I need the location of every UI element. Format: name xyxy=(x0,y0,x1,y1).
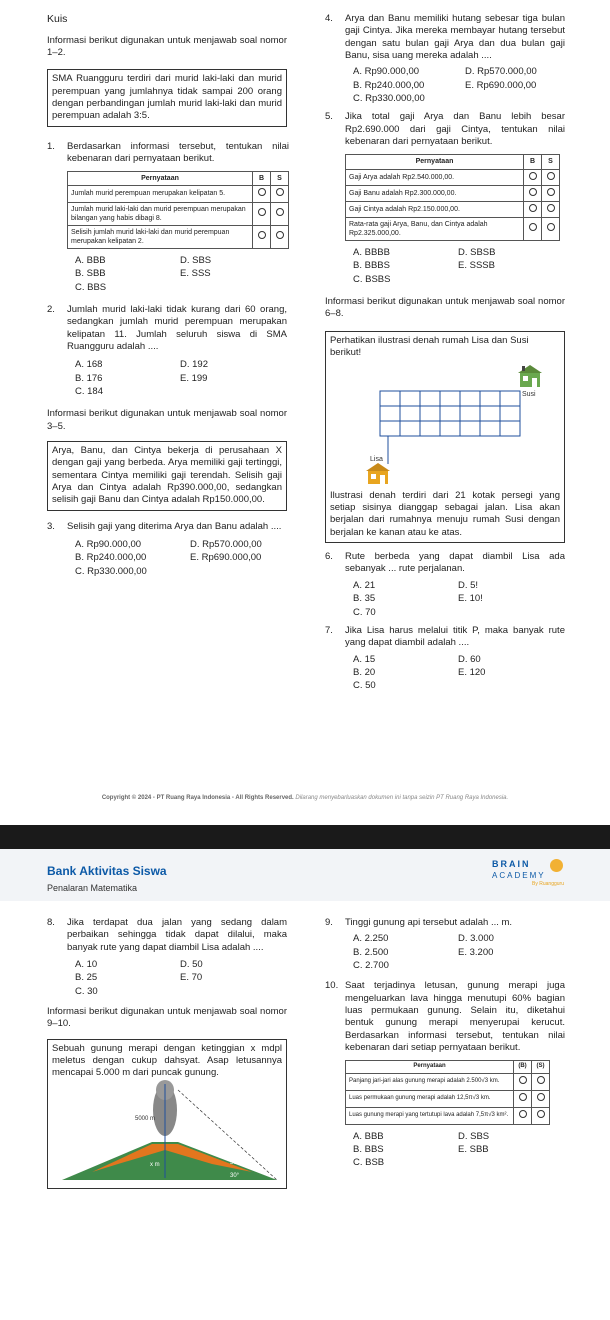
question-7: 7. Jika Lisa harus melalui titik P, maka banyak rute yang dapat diambil adalah .... xyxy=(325,624,565,649)
option[interactable]: E. 3.200 xyxy=(458,946,494,958)
question-1: 1. Berdasarkan informasi tersebut, tentukan nilai kebenaran dari pernyataan berikut. Pernyataan B S Jumlah murid perempuan merupakan kelipatan 5. Jumlah murid laki-laki dan murid perempuan merupakan bilangan yang habis dibagi 8. Selisih jumlah murid laki-laki dan murid perempuan merupakan kelipatan 2. xyxy=(47,141,287,255)
page-separator xyxy=(0,825,610,849)
option[interactable]: D. Rp570.000,00 xyxy=(190,539,262,551)
table-row: Gaji Banu adalah Rp2.300.000,00. xyxy=(346,185,524,201)
question-4: 4. Arya dan Banu memiliki hutang sebesar tiga bulan gaji Cintya. Jika mereka membayar hutang tersebut dengan satu bulan gaji Arya dan dua bulan gaji Banu, sisa uang mereka adalah .... xyxy=(325,13,565,62)
option[interactable]: C. BBS xyxy=(75,281,107,293)
table-row: Jumlah murid laki-laki dan murid perempuan merupakan bilangan yang habis dibagi 8. xyxy=(68,202,253,225)
option[interactable]: A. BBB xyxy=(75,254,106,266)
option[interactable]: B. 25 xyxy=(75,972,98,984)
question-5-table: Pernyataan B S Gaji Arya adalah Rp2.540.000,00. Gaji Banu adalah Rp2.300.000,00. Gaji Cintya adalah Rp2.150.000,00. Rata-rata gaji Arya, Banu, dan Cintya adalah Rp2.325.000,00. xyxy=(345,154,560,241)
susi-house-icon xyxy=(518,365,542,387)
radio-b[interactable] xyxy=(529,223,537,231)
question-3-options xyxy=(75,539,287,578)
info-6-8: Informasi berikut digunakan untuk menjawab soal nomor 6–8. xyxy=(325,296,565,320)
question-9-options xyxy=(353,933,565,972)
question-3-text: Selisih gaji yang diterima Arya dan Banu adalah .... xyxy=(67,520,282,532)
info-9-10: Informasi berikut digunakan untuk menjawab soal nomor 9–10. xyxy=(47,1006,287,1030)
question-5-text: Jika total gaji Arya dan Banu lebih besar Rp2.690.000 dari gaji Cintya, tentukan nilai kebenaran dari pernyataan berikut. xyxy=(345,111,565,148)
question-5-options xyxy=(353,247,565,286)
page-title: Bank Aktivitas Siswa xyxy=(47,864,167,878)
question-10-table: Pernyataan (B) (S) Panjang jari-jari alas gunung merapi adalah 2.500√3 km. Luas permukaan gunung merapi adalah 12,5π√3 km. Luas gunung merapi yang tertutupi lava adalah 7,5π√3 km². xyxy=(345,1060,550,1124)
radio-b[interactable] xyxy=(519,1093,527,1101)
option[interactable]: B. 20 xyxy=(353,666,376,678)
page-subtitle: Penalaran Matematika xyxy=(47,883,138,893)
option[interactable]: D. Rp570.000,00 xyxy=(465,66,537,78)
question-1-table: Pernyataan B S Jumlah murid perempuan merupakan kelipatan 5. Jumlah murid laki-laki dan murid perempuan merupakan bilangan yang habis dibagi 8. Selisih jumlah murid laki-laki dan murid perempuan merupakan kelipatan 2. xyxy=(67,171,289,249)
option[interactable]: A. 2.250 xyxy=(353,933,389,945)
table-row: Luas permukaan gunung merapi adalah 12,5π√3 km. xyxy=(346,1091,514,1108)
radio-s[interactable] xyxy=(276,208,284,216)
option[interactable]: E. Rp690.000,00 xyxy=(190,552,262,564)
radio-s[interactable] xyxy=(276,188,284,196)
table-row: Luas gunung merapi yang tertutupi lava adalah 7,5π√3 km². xyxy=(346,1107,514,1124)
page-header xyxy=(0,849,610,901)
option[interactable]: A. 168 xyxy=(75,359,103,371)
radio-b[interactable] xyxy=(519,1110,527,1118)
info-1-2: Informasi berikut digunakan untuk menjawab soal nomor 1–2. xyxy=(47,34,287,58)
option[interactable]: E. 70 xyxy=(180,972,203,984)
option[interactable]: D. SBSB xyxy=(458,247,496,258)
svg-text:30°: 30° xyxy=(230,1159,240,1166)
option[interactable]: B. 2.500 xyxy=(353,946,389,958)
info-box-3 xyxy=(325,331,565,543)
option[interactable]: D. 3.000 xyxy=(458,933,494,945)
question-2: 2. Jumlah murid laki-laki tidak kurang dari 60 orang, sedangkan jumlah murid perempuan merupakan kelipatan 11. Jumlah seluruh siswa di SMA Ruangguru adalah .... xyxy=(47,303,287,353)
option[interactable]: B. BBBS xyxy=(353,260,390,272)
option[interactable]: E. Rp690.000,00 xyxy=(465,79,537,91)
option[interactable]: A. Rp90.000,00 xyxy=(75,539,142,551)
question-1-text: Berdasarkan informasi tersebut, tentukan nilai kebenaran dari pernyataan berikut. xyxy=(67,140,289,165)
table-row: Panjang jari-jari alas gunung merapi adalah 2.500√3 km. xyxy=(346,1074,514,1091)
radio-b[interactable] xyxy=(519,1076,527,1084)
option[interactable]: B. 35 xyxy=(353,593,376,605)
option[interactable]: D. 5! xyxy=(458,579,479,591)
option[interactable]: A. BBBB xyxy=(353,247,390,258)
question-6: 6. Rute berbeda yang dapat diambil Lisa ada sebanyak ... rute perjalanan. xyxy=(325,551,565,575)
question-5: 5. Jika total gaji Arya dan Banu lebih besar Rp2.690.000 dari gaji Cintya, tentukan nilai kebenaran dari pernyataan berikut. Pernyataan B S Gaji Arya adalah Rp2.540.000,00. Gaji Banu adalah Rp2.300.000,00. Gaji Cintya adalah Rp2.150.000,00. Rata-rata gaji Arya, Banu, dan Cintya adalah Rp2.325.000,00. xyxy=(325,111,565,247)
question-7-options xyxy=(353,654,565,693)
option[interactable]: D. SBS xyxy=(180,254,212,266)
question-2-options xyxy=(75,359,287,398)
radio-b[interactable] xyxy=(258,231,266,239)
option[interactable]: A. Rp90.000,00 xyxy=(353,66,420,78)
question-10-options xyxy=(353,1131,565,1170)
lightbulb-icon xyxy=(550,859,563,872)
option[interactable]: C. 50 xyxy=(353,680,376,692)
copyright-footer: Copyright © 2024 - PT Ruang Raya Indonesia - All Rights Reserved. Dilarang menyebarluaskan dokumen ini tanpa seizin PT Ruang Raya Indonesia. xyxy=(101,795,509,801)
option[interactable]: E. SSS xyxy=(180,268,211,280)
option[interactable]: C. BSB xyxy=(353,1157,385,1169)
lisa-house-icon xyxy=(366,463,390,484)
quiz-page-2 xyxy=(0,849,610,1320)
info-box-2: Arya, Banu, dan Cintya bekerja di perusahaan X dengan gaji yang berbeda. Arya memiliki gaji tertinggi, sementara Cintya memiliki gaji terendah. Selisih gaji Arya dan Cintya adalah Rp390.000,00, sedangkan selisih gaji Banu dan Cintya adalah Rp150.000,00. xyxy=(47,441,287,511)
grid-lines xyxy=(380,391,520,436)
option[interactable]: C. BSBS xyxy=(353,273,391,285)
option[interactable]: D. 192 xyxy=(180,359,208,371)
question-8: 8. Jika terdapat dua jalan yang sedang dalam perbaikan sehingga tidak dapat dilalui, maka banyak rute yang dapat diambil Lisa adalah .... xyxy=(47,917,287,953)
option[interactable]: A. 10 xyxy=(75,959,98,971)
radio-b[interactable] xyxy=(529,204,537,212)
option[interactable]: D. 50 xyxy=(180,959,203,971)
map-title: Perhatikan ilustrasi denah rumah Lisa dan Susi berikut! xyxy=(330,334,529,359)
option[interactable]: C. Rp330.000,00 xyxy=(75,565,147,577)
radio-s[interactable] xyxy=(537,1110,545,1118)
volcano-illustration xyxy=(52,1080,282,1180)
question-6-text: Rute berbeda yang dapat diambil Lisa ada sebanyak ... rute perjalanan. xyxy=(345,551,565,575)
radio-s[interactable] xyxy=(537,1076,545,1084)
option[interactable]: B. Rp240.000,00 xyxy=(353,79,425,91)
question-8-options xyxy=(75,959,287,998)
option[interactable]: E. SBB xyxy=(458,1143,489,1155)
option[interactable]: C. 2.700 xyxy=(353,960,389,972)
option[interactable]: B. Rp240.000,00 xyxy=(75,552,147,564)
question-4-options xyxy=(353,66,565,105)
right-column xyxy=(325,13,565,693)
map-caption: Ilustrasi denah terdiri dari 21 kotak persegi yang setiap sisinya dianggap sebagai jalan. Lisa akan berjalan dari rumahnya menuju rumah Susi dengan berjalan ke kanan atau ke atas. xyxy=(330,489,560,538)
option[interactable]: E. 10! xyxy=(458,593,483,605)
option[interactable]: D. 60 xyxy=(458,653,481,665)
section-heading: Kuis xyxy=(47,13,68,25)
question-1-options xyxy=(75,255,287,294)
option[interactable]: C. 70 xyxy=(353,606,376,618)
option[interactable]: B. BBS xyxy=(353,1143,384,1155)
option[interactable]: D. SBS xyxy=(458,1130,490,1142)
question-3: 3. Selisih gaji yang diterima Arya dan Banu adalah .... xyxy=(47,521,287,533)
radio-b[interactable] xyxy=(529,188,537,196)
option[interactable]: A. 15 xyxy=(353,653,376,665)
option[interactable]: E. SSSB xyxy=(458,260,495,272)
radio-s[interactable] xyxy=(547,204,555,212)
option[interactable]: E. 120 xyxy=(458,666,486,678)
svg-text:30°: 30° xyxy=(230,1172,240,1179)
info-box-1: SMA Ruangguru terdiri dari murid laki-laki dan murid perempuan yang jumlahnya tidak sampai 200 orang dengan perbandingan jumlah murid laki-laki dan murid perempuan adalah 3:5. xyxy=(47,69,287,126)
option[interactable]: B. SBB xyxy=(75,268,106,280)
radio-s[interactable] xyxy=(547,172,555,180)
question-8-text: Jika terdapat dua jalan yang sedang dalam perbaikan sehingga tidak dapat dilalui, maka banyak rute yang dapat diambil Lisa adalah .... xyxy=(67,917,287,953)
svg-text:5000 m: 5000 m xyxy=(135,1115,156,1122)
table-row: Gaji Arya adalah Rp2.540.000,00. xyxy=(346,169,524,185)
radio-b[interactable] xyxy=(258,208,266,216)
radio-s[interactable] xyxy=(537,1093,545,1101)
info-3-5: Informasi berikut digunakan untuk menjawab soal nomor 3–5. xyxy=(47,408,287,432)
option[interactable]: B. 176 xyxy=(75,372,103,384)
option[interactable]: A. BBB xyxy=(353,1130,384,1142)
susi-label: Susi xyxy=(522,391,536,399)
radio-s[interactable] xyxy=(547,223,555,231)
brand-logo: BRAIN ACADEMY By Ruangguru xyxy=(492,859,564,888)
table-row: Selisih jumlah murid laki-laki dan murid perempuan merupakan kelipatan 2. xyxy=(68,225,253,248)
route-map xyxy=(330,361,560,485)
option[interactable]: C. 184 xyxy=(75,386,103,398)
lisa-label: Lisa xyxy=(370,456,383,464)
svg-text:x m: x m xyxy=(150,1161,160,1168)
left-column-2 xyxy=(47,917,287,1189)
question-9: 9. Tinggi gunung api tersebut adalah ... m. xyxy=(325,917,565,929)
question-6-options xyxy=(353,580,565,619)
radio-b[interactable] xyxy=(529,172,537,180)
right-column-2 xyxy=(325,917,565,1170)
radio-s[interactable] xyxy=(547,188,555,196)
radio-b[interactable] xyxy=(258,188,266,196)
option[interactable]: E. 199 xyxy=(180,372,208,384)
table-row: Rata-rata gaji Arya, Banu, dan Cintya adalah Rp2.325.000,00. xyxy=(346,217,524,240)
table-row: Jumlah murid perempuan merupakan kelipatan 5. xyxy=(68,186,253,202)
table-row: Gaji Cintya adalah Rp2.150.000,00. xyxy=(346,201,524,217)
option[interactable]: A. 21 xyxy=(353,579,376,591)
left-column xyxy=(47,13,287,578)
question-10: 10. Saat terjadinya letusan, gunung merapi juga mengeluarkan lava hingga menutupi 60% bagian luas permukaan gunung. Selain itu, diketahui bentuk gunung merapi menyerupai kerucut. Berdasarkan informasi tersebut, tentukan nilai kebenaran dari setiap pernyataan berikut. Pernyataan (B) (S) Panjang jari-jari alas gunung merapi adalah 2.500√3 km. Luas permukaan gunung merapi adalah 12,5π√3 km. Luas gunung merapi yang tertutupi lava adalah 7,5π√3 km². xyxy=(325,980,565,1130)
info-box-4: Sebuah gunung merapi dengan ketinggian x mdpl meletus dengan cukup dahsyat. Asap letusannya mencapai 5.000 m dari puncak gunung. 5000 m x m 30° 30° xyxy=(47,1039,287,1189)
question-10-text: Saat terjadinya letusan, gunung merapi juga mengeluarkan lava hingga menutupi 60% bagian luas permukaan gunung. Selain itu, diketahui bentuk gunung merapi menyerupai kerucut. Berdasarkan informasi tersebut, tentukan nilai kebenaran dari setiap pernyataan berikut. xyxy=(345,980,565,1054)
question-2-text: Jumlah murid laki-laki tidak kurang dari 60 orang, sedangkan jumlah murid perempuan merupakan kelipatan 11. Jumlah seluruh siswa di SMA Ruangguru adalah .... xyxy=(67,303,287,353)
option[interactable]: C. 30 xyxy=(75,985,98,997)
question-4-text: Arya dan Banu memiliki hutang sebesar tiga bulan gaji Cintya. Jika mereka membayar hutang tersebut dengan satu bulan gaji Arya dan dua bulan gaji Banu, sisa uang mereka adalah .... xyxy=(345,13,565,62)
question-9-text: Tinggi gunung api tersebut adalah ... m. xyxy=(345,917,513,928)
option[interactable]: C. Rp330.000,00 xyxy=(353,93,425,105)
question-7-text: Jika Lisa harus melalui titik P, maka banyak rute yang dapat diambil adalah .... xyxy=(345,624,565,649)
radio-s[interactable] xyxy=(276,231,284,239)
